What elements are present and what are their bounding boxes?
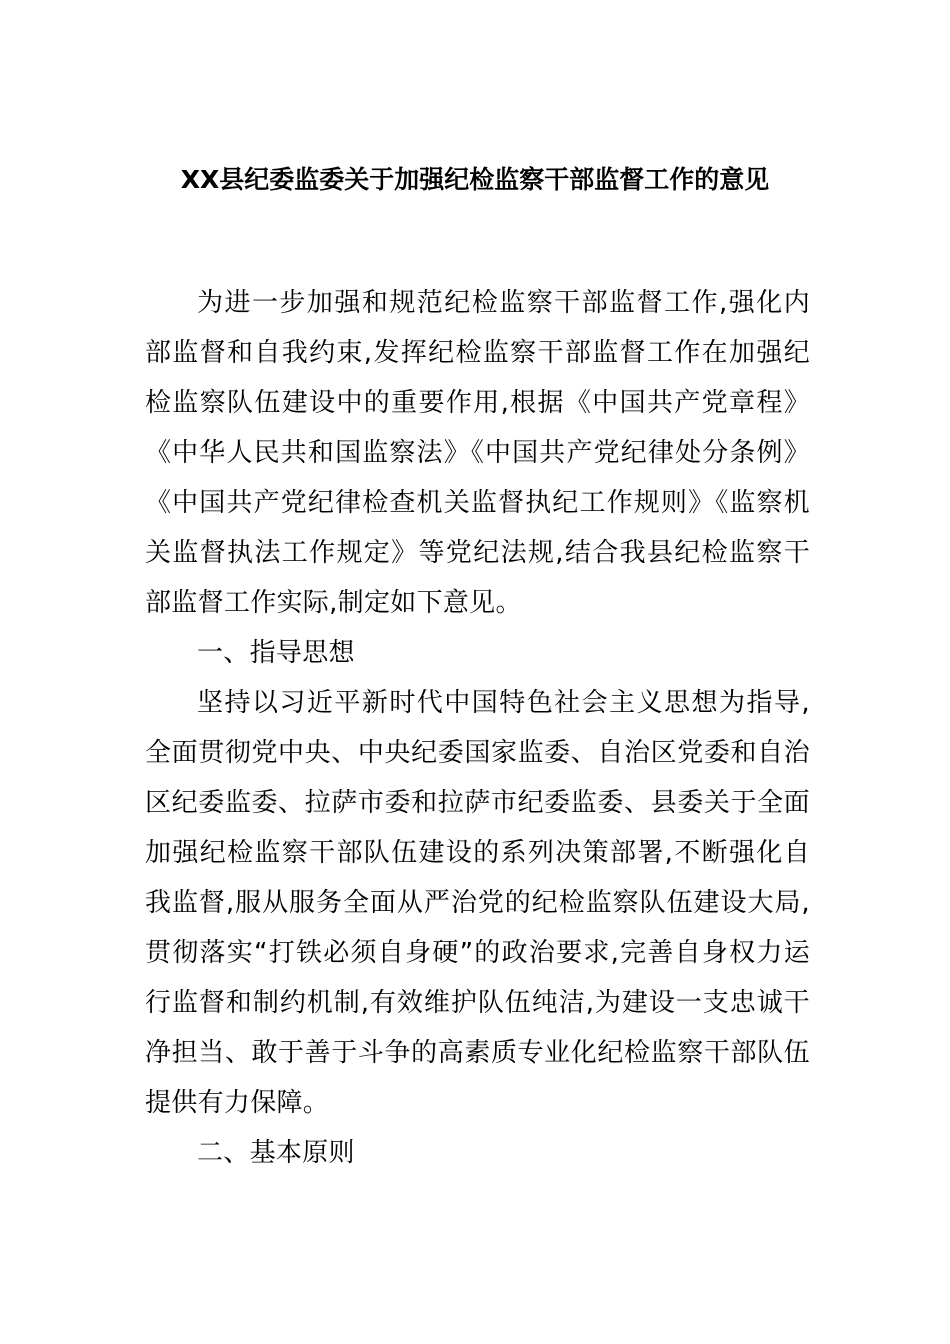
- document-title: XX县纪委监委关于加强纪检监察干部监督工作的意见: [180, 165, 770, 194]
- intro-paragraph: 为进一步加强和规范纪检监察干部监督工作,强化内部监督和自我约束,发挥纪检监察干部监督工作在加强纪检监察队伍建设中的重要作用,根据《中国共产党章程》《中华人民共和国监察法》《中国共产党纪律处分条例》《中国共产党纪律检查机关监督执纪工作规则》《监察机关监督执法工作规定》等党纪法规,结合我县纪检监察干部监督工作实际,制定如下意见。: [145, 288, 810, 618]
- section-heading-guiding-ideology: 一、指导思想: [197, 638, 355, 668]
- section-heading-basic-principles: 二、基本原则: [197, 1138, 355, 1168]
- document-body: [145, 278, 810, 1178]
- section-paragraph-guiding-ideology: 坚持以习近平新时代中国特色社会主义思想为指导,全面贯彻党中央、中央纪委国家监委、自治区党委和自治区纪委监委、拉萨市委和拉萨市纪委监委、县委关于全面加强纪检监察干部队伍建设的系列决策部署,不断强化自我监督,服从服务全面从严治党的纪检监察队伍建设大局,贯彻落实“打铁必须自身硬”的政治要求,完善自身权力运行监督和制约机制,有效维护队伍纯洁,为建设一支忠诚干净担当、敢于善于斗争的高素质专业化纪检监察干部队伍提供有力保障。: [145, 688, 810, 1118]
